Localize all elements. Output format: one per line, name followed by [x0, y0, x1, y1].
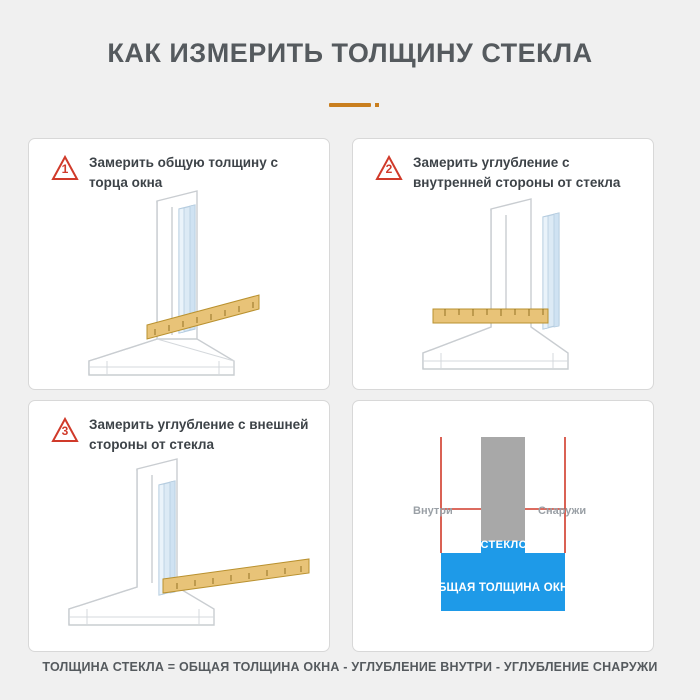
- glass-block: [481, 437, 525, 553]
- label-glass: СТЕКЛО: [480, 539, 528, 551]
- step-text-2: Замерить углубление с внутренней стороны от стекла: [413, 155, 621, 190]
- title-divider: [329, 103, 371, 107]
- step-number-3: 3: [61, 424, 69, 438]
- measurement-diagram-card: [352, 400, 654, 652]
- ruler: [163, 559, 309, 593]
- step-number-2: 2: [385, 162, 393, 176]
- window-profile-figure-3: [29, 401, 329, 651]
- page-title: КАК ИЗМЕРИТЬ ТОЛЩИНУ СТЕКЛА: [107, 38, 593, 68]
- label-total-thickness: ОБЩАЯ ТОЛЩИНА ОКНА: [428, 582, 578, 594]
- step-card-1: [28, 138, 330, 390]
- step-text-3: Замерить углубление с внешней стороны от стекла: [89, 417, 309, 452]
- thickness-diagram: [353, 401, 653, 651]
- step-number-1: 1: [61, 162, 69, 176]
- ruler: [433, 309, 548, 323]
- step-text-1: Замерить общую толщину с торца окна: [89, 155, 278, 190]
- window-profile-figure-2: [353, 139, 653, 389]
- label-outside: Снаружи: [538, 505, 587, 517]
- formula-footer: ТОЛЩИНА СТЕКЛА = ОБЩАЯ ТОЛЩИНА ОКНА - УГЛУБЛЕНИЕ ВНУТРИ - УГЛУБЛЕНИЕ СНАРУЖИ: [42, 660, 658, 674]
- step-card-2: [352, 138, 654, 390]
- step-card-3: [28, 400, 330, 652]
- label-inside: Внутри: [413, 505, 453, 517]
- window-profile-figure-1: [29, 139, 329, 389]
